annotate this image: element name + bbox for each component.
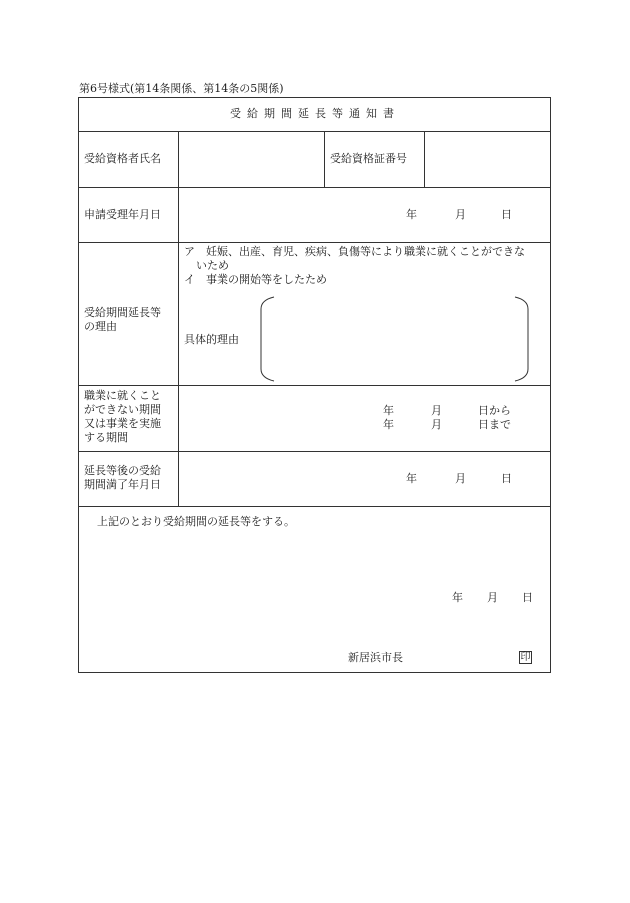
name-number-divider-right xyxy=(424,131,425,187)
period-from-day-unit: 日から xyxy=(478,404,511,417)
notice-year-unit: 年 xyxy=(452,591,463,604)
period-from-month-unit: 月 xyxy=(431,404,442,417)
expiry-day-unit: 日 xyxy=(501,472,512,485)
label-column-divider xyxy=(178,131,179,506)
row-divider-title xyxy=(78,131,551,132)
row-divider-reason xyxy=(78,385,551,386)
notice-month-unit: 月 xyxy=(487,591,498,604)
application-year-unit: 年 xyxy=(406,208,417,221)
row-divider-name xyxy=(78,187,551,188)
form-caption: 第6号様式(第14条関係、第14条の5関係) xyxy=(79,82,284,95)
reason-label-line-2: の理由 xyxy=(84,320,117,333)
specific-reason-bracket-left xyxy=(260,297,276,381)
notice-statement: 上記のとおり受給期間の延長等をする。 xyxy=(97,515,295,528)
notice-day-unit: 日 xyxy=(522,591,533,604)
application-day-unit: 日 xyxy=(501,208,512,221)
specific-reason-value[interactable] xyxy=(275,302,515,374)
expiry-year-unit: 年 xyxy=(406,472,417,485)
reason-label-line-1: 受給期間延長等 xyxy=(84,306,161,319)
certificate-number-label: 受給資格証番号 xyxy=(330,152,407,165)
period-from-year-unit: 年 xyxy=(383,404,394,417)
row-divider-date xyxy=(78,242,551,243)
reason-option-a-line-1: ア 妊娠、出産、育児、疾病、負傷等により職業に就くことができな xyxy=(184,245,525,258)
expiry-label-line-2: 期間満了年月日 xyxy=(84,478,161,491)
period-to-day-unit: 日まで xyxy=(478,418,511,431)
specific-reason-bracket-right xyxy=(513,297,529,381)
application-month-unit: 月 xyxy=(455,208,466,221)
reason-option-a-line-2: いため xyxy=(196,259,229,272)
expiry-label-line-1: 延長等後の受給 xyxy=(84,464,161,477)
application-date-label: 申請受理年月日 xyxy=(84,208,161,221)
expiry-month-unit: 月 xyxy=(455,472,466,485)
period-label-line-4: する期間 xyxy=(84,431,128,444)
reason-option-i: イ 事業の開始等をしたため xyxy=(184,273,327,286)
period-label-line-2: ができない期間 xyxy=(84,403,161,416)
specific-reason-label: 具体的理由 xyxy=(184,333,239,346)
row-divider-expiry xyxy=(78,506,551,507)
period-label-line-3: 又は事業を実施 xyxy=(84,417,161,430)
period-label-line-1: 職業に就くこと xyxy=(84,389,161,402)
period-to-month-unit: 月 xyxy=(431,418,442,431)
name-number-divider-left xyxy=(324,131,325,187)
seal-mark: 印 xyxy=(520,652,531,663)
recipient-name-label: 受給資格者氏名 xyxy=(84,152,161,165)
row-divider-period xyxy=(78,451,551,452)
period-to-year-unit: 年 xyxy=(383,418,394,431)
issuer-name: 新居浜市長 xyxy=(348,651,403,664)
form-title: 受給期間延長等通知書 xyxy=(230,107,400,120)
